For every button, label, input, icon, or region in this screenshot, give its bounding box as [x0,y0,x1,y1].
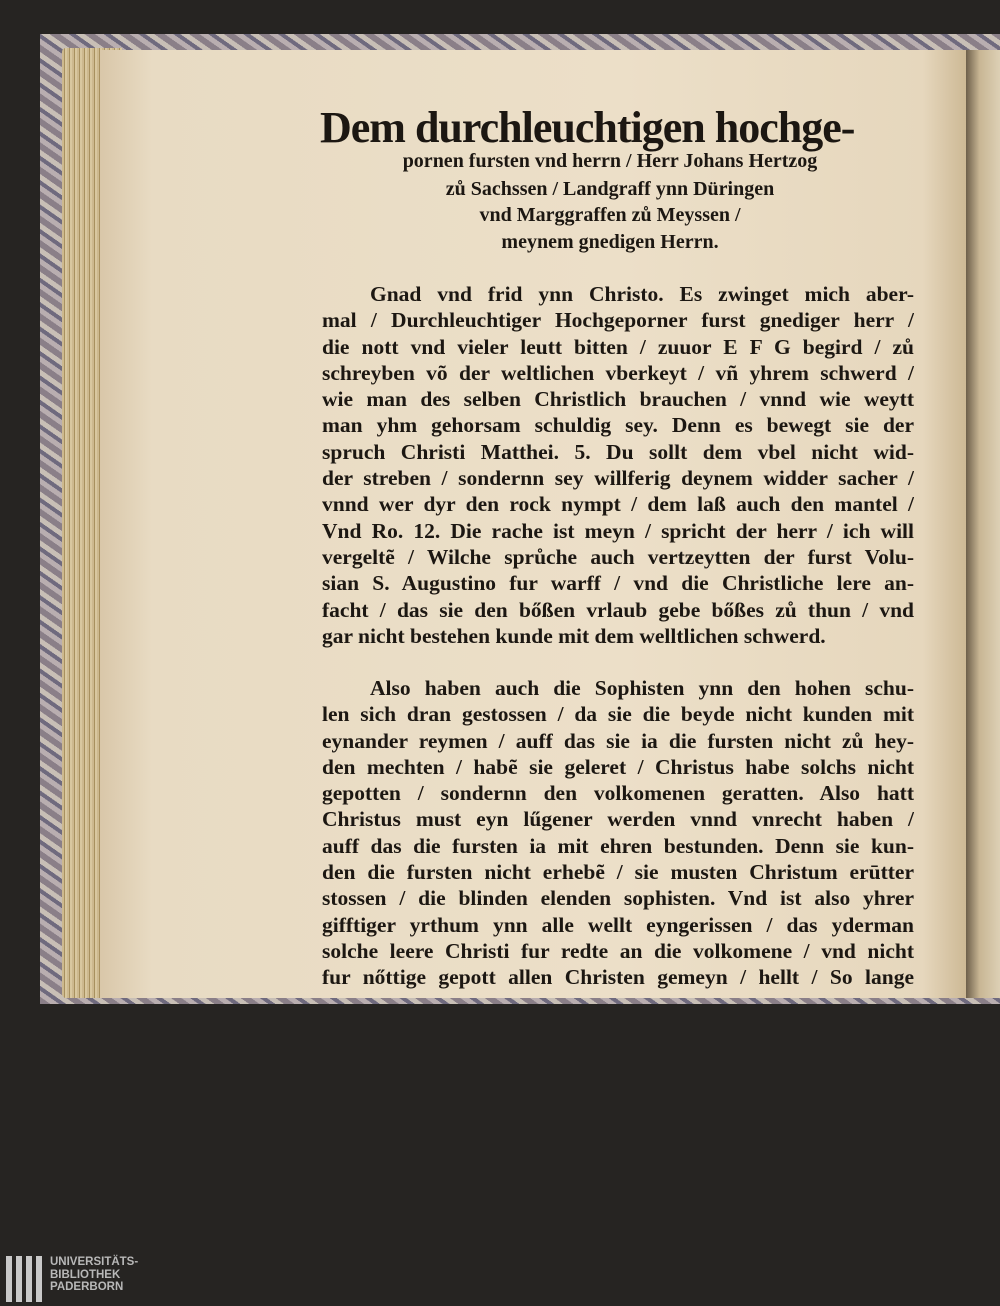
page-title: Dem durchleuchtigen hochge- [320,103,855,152]
text-line: len sich dran gestossen / da sie die beyde nicht kunden mit [322,702,914,727]
text-line: eynander reymen / auff das sie ia die fursten nicht zů hey- [322,728,914,753]
text-line: die nott vnd vieler leutt bitten / zuuor E F G begird / zů [322,334,914,359]
text-line: spruch Christi Matthei. 5. Du sollt dem vbel nicht wid- [322,439,914,464]
text-line: den mechten / habẽ sie geleret / Christus habe solchs nicht [322,754,914,779]
text-line: Gnad vnd frid ynn Christo. Es zwinget mich aber- [370,282,914,306]
text-line: vergeltẽ / Wilche sprůche auch vertzeytten der furst Volu- [322,544,914,569]
paragraph-2 [322,675,914,991]
text-line: fur nőttige gepott allen Christen gemeyn / hellt / So lange [322,965,914,990]
text-line: Vnd Ro. 12. Die rache ist meyn / spricht der herr / ich will [322,518,914,543]
text-line: mal / Durchleuchtiger Hochgeporner furst gnediger herr / [322,308,914,333]
subtitle-line: vnd Marggraffen zů Meyssen / [479,204,741,226]
subtitle-line: meynem gnedigen Herrn. [501,231,719,253]
text-line: facht / das sie den bőßen vrlaub gebe bőßes zů thun / vnd [322,597,914,622]
logo-bars-icon [6,1256,42,1302]
logo-text-line: BIBLIOTHEK [50,1268,121,1281]
text-line: Also haben auch die Sophisten ynn den hohen schu- [370,676,914,700]
paragraph-1 [322,281,914,649]
logo-text-line: UNIVERSITÄTS- [50,1256,139,1268]
text-line: wie man des selben Christlich brauchen / vnnd wie weytt [322,387,914,412]
text-line: man yhm gehorsam schuldig sey. Denn es bewegt sie der [322,413,914,438]
text-line: gar nicht bestehen kunde mit dem welltlichen schwerd. [322,623,826,648]
text-line: gifftiger yrthum ynn alle wellt eyngerissen / das yderman [322,912,914,937]
text-line: auff das die fursten ia mit ehren bestunden. Denn sie kun- [322,833,914,858]
subtitle-line: zů Sachssen / Landgraff ynn Düringen [445,178,775,200]
text-line: den die fursten nicht erhebẽ / sie musten Christum erūtter [322,860,914,885]
facing-page-edge [966,50,1000,998]
text-line: gepotten / sondernn den volkomenen geratten. Also hatt [322,781,914,806]
text-line: Christus must eyn lűgener werden vnnd vnrecht haben / [322,807,914,832]
text-line: sian S. Augustino fur warff / vnd die Christliche lere an- [322,571,914,596]
text-line: schreyben võ der weltlichen vberkeyt / vñ yhrem schwerd / [322,360,914,385]
text-line: stossen / die blinden elenden sophisten. Vnd ist also yhrer [322,886,914,911]
subtitle-line: pornen fursten vnd herrn / Herr Johans Hertzog [402,150,818,172]
text-line: solche leere Christi fur redte an die volkomene / vnd nicht [322,938,914,963]
text-line: vnnd wer dyr den rock nympt / dem laß auch den mantel / [322,492,914,517]
library-logo [6,1256,138,1302]
logo-text-line: PADERBORN [50,1281,124,1293]
text-line: der streben / sondernn sey willferig deynem widder sacher / [322,466,914,491]
